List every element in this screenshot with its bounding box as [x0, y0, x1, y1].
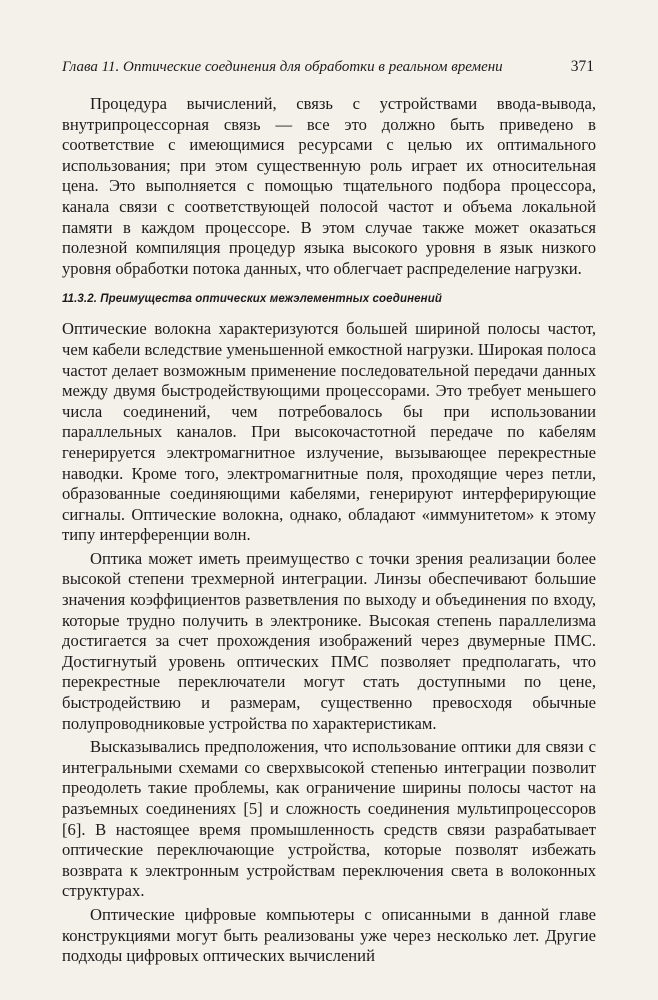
book-page: [62, 58, 596, 968]
paragraph-5: Оптические цифровые компьютеры с описанными в данной главе конструкциями могут быть реализованы уже через несколько лет. Другие подходы цифровых оптических вычислений: [62, 904, 596, 966]
running-head: [62, 58, 596, 84]
paragraph-4: Высказывались предположения, что использование оптики для связи с интегральными схемами со сверхвысокой степенью интеграции позволит преодолеть такие проблемы, как ограничение ширины полосы частот на разъемных соединениях [5] и сложность соединения мультипроцессоров [6]. В настоящее время промышленность средств связи разрабатывает оптические переключающие устройства, которые позволят избежать возврата к электронным устройствам переключения света в волоконных структурах.: [62, 737, 596, 901]
page-number: 371: [570, 58, 594, 75]
section-heading: 11.3.2. Преимущества оптических межэлементных соединений: [62, 293, 442, 306]
paragraph-2: Оптические волокна характеризуются большей шириной полосы частот, чем кабели вследствие уменьшенной емкостной нагрузки. Широкая полоса частот делает возможным применение последовательной передачи данных между двумя быстродействующими процессорами. Это требует меньшего числа соединений, чем потребовалось бы при использовании параллельных каналов. При высокочастотной передаче по кабелям генерируется электромагнитное излучение, вызывающее перекрестные наводки. Кроме того, электромагнитные поля, проходящие через петли, образованные соединяющими кабелями, генерируют интерферирующие сигналы. Оптические волокна, однако, обладают «иммунитетом» к этому типу интерференции волн.: [62, 319, 596, 545]
paragraph-1: Процедура вычислений, связь с устройствами ввода-вывода, внутрипроцессорная связь — все это должно быть приведено в соответствие с имеющимися ресурсами с целью их оптимального использования; при этом существенную роль играет их относительная цена. Это выполняется с помощью тщательного подбора процессора, канала связи с соответствующей полосой частот и объема локальной памяти в каждом процессоре. В этом случае также может оказаться полезной компиляция процедур языка высокого уровня в язык низкого уровня обработки потока данных, что облегчает распределение нагрузки.: [62, 94, 596, 278]
paragraph-3: Оптика может иметь преимущество с точки зрения реализации более высокой степени трехмерной интеграции. Линзы обеспечивают большие значения коэффициентов разветвления по выходу и объединения по входу, которые трудно получить в электронике. Высокая степень параллелизма достигается за счет прохождения изображений через двумерные ПМС. Достигнутый уровень оптических ПМС позволяет предполагать, что перекрестные переключатели могут стать доступными по цене, быстродействию и размерам, существенно превосходя обычные полупроводниковые устройства по характеристикам.: [62, 548, 596, 733]
chapter-title: Глава 11. Оптические соединения для обработки в реальном времени: [62, 59, 503, 75]
